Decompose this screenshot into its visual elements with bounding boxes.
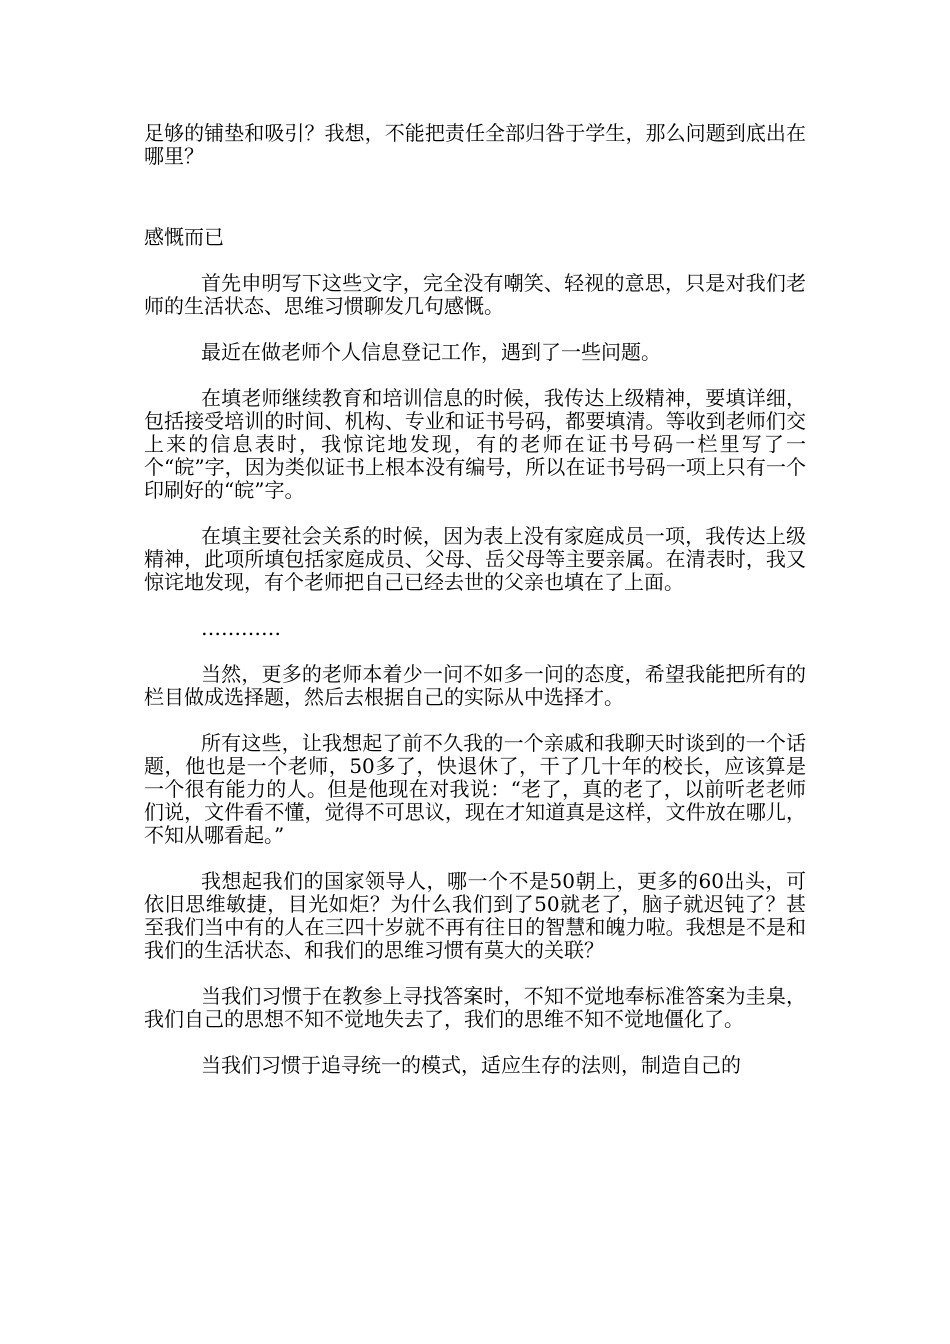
continuation-paragraph: 足够的铺垫和吸引？我想，不能把责任全部归咎于学生，那么问题到底出在哪里？ [144, 121, 806, 168]
paragraph-choice-questions: 当然，更多的老师本着少一问不如多一问的态度，希望我能把所有的栏目做成选择题，然后去根据自己的实际从中选择才。 [144, 662, 806, 709]
paragraph-relative-story: 所有这些，让我想起了前不久我的一个亲戚和我聊天时谈到的一个话题，他也是一个老师，50多了，快退休了，干了几十年的校长，应该算是一个很有能力的人。但是他现在对我说：“老了，真的老了，以前听老老师们说，文件看不懂，觉得不可思议，现在才知道真是这样，文件放在哪儿，不知从哪看起。” [144, 731, 806, 847]
paragraph-leaders: 我想起我们的国家领导人，哪一个不是50朝上，更多的60出头，可依旧思维敏捷，目光如炬？为什么我们到了50就老了，脑子就迟钝了？甚至我们当中有的人在三四十岁就不再有往日的智慧和魄力啦。我想是不是和我们的生活状态、和我们的思维习惯有莫大的关联？ [144, 869, 806, 962]
document-page [144, 122, 806, 1077]
paragraph-registration: 最近在做老师个人信息登记工作，遇到了一些问题。 [201, 340, 661, 364]
paragraph-social-relations: 在填主要社会关系的时候，因为表上没有家庭成员一项，我传达上级精神，此项所填包括家庭成员、父母、岳父母等主要亲属。在清表时，我又惊诧地发现，有个老师把自己已经去世的父亲也填在了上面。 [144, 524, 806, 594]
paragraph-unified-mode: 当我们习惯于追寻统一的模式，适应生存的法则，制造自己的 [201, 1053, 741, 1077]
paragraph-ellipsis: ………… [201, 616, 281, 640]
paragraph-disclaimer: 首先申明写下这些文字，完全没有嘲笑、轻视的意思，只是对我们老师的生活状态、思维习惯聊发几句感慨。 [144, 271, 806, 318]
paragraph-certificate: 在填老师继续教育和培训信息的时候，我传达上级精神，要填详细，包括接受培训的时间、机构、专业和证书号码，都要填清。等收到老师们交上来的信息表时，我惊诧地发现，有的老师在证书号码一栏里写了一个“皖”字，因为类似证书上根本没有编号，所以在证书号码一项上只有一个印刷好的“皖”字。 [144, 386, 806, 502]
paragraph-textbook-answers: 当我们习惯于在教参上寻找答案时，不知不觉地奉标准答案为圭臬，我们自己的思想不知不觉地失去了，我们的思维不知不觉地僵化了。 [144, 984, 806, 1031]
section-title: 感慨而已 [144, 225, 224, 249]
